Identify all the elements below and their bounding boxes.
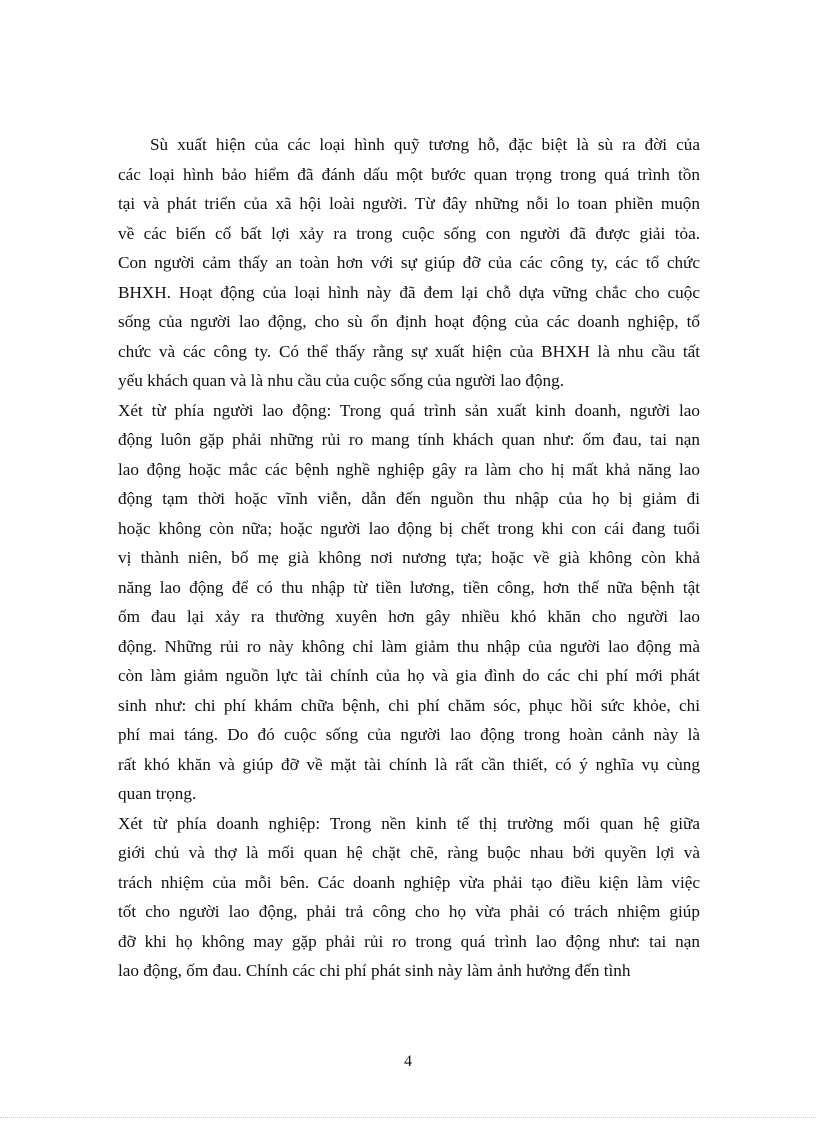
paragraph-line: Con người cảm thấy an toàn hơn với sự giúp đỡ của các công ty, các tổ chức <box>118 253 700 272</box>
page-number: 4 <box>404 1053 412 1070</box>
paragraph-line: giới chủ và thợ là mối quan hệ chặt chẽ, ràng buộc nhau bởi quyền lợi và <box>118 843 700 862</box>
paragraph-line: ốm đau lại xảy ra thường xuyên hơn gây nhiều khó khăn cho người lao <box>118 607 700 626</box>
paragraph-line: vị thành niên, bố mẹ già không nơi nương tựa; hoặc về già không còn khả <box>118 548 700 567</box>
body-text <box>118 130 700 986</box>
paragraph-line: rất khó khăn và giúp đỡ về mặt tài chính là rất cần thiết, có ý nghĩa vụ cùng <box>118 754 700 774</box>
paragraph-line: các loại hình bảo hiểm đã đánh dấu một bước quan trọng trong quá trình tồn <box>118 164 700 184</box>
page-bottom-border <box>0 1117 816 1118</box>
paragraph-line: hoặc không còn nữa; hoặc người lao động bị chết trong khi con cái đang tuổi <box>118 518 700 538</box>
paragraph-line: động tạm thời hoặc vĩnh viễn, dẫn đến nguồn thu nhập của họ bị giảm đi <box>118 489 700 508</box>
paragraph-line: quan trọng. <box>118 784 197 803</box>
paragraph-3 <box>118 809 700 986</box>
paragraph-line: năng lao động để có thu nhập từ tiền lương, tiền công, hơn thế nữa bệnh tật <box>118 577 700 597</box>
paragraph-line: Xét từ phía doanh nghiệp: Trong nền kinh tế thị trường mối quan hệ giữa <box>118 813 700 833</box>
paragraph-line: Sù xuất hiện của các loại hình quỹ tương hỗ, đặc biệt là sù ra đời của <box>150 135 700 154</box>
paragraph-line: về các biến cố bất lợi xảy ra trong cuộc sống con người đã được giải tỏa. <box>118 223 700 243</box>
paragraph-line: đỡ khi họ không may gặp phải rủi ro trong quá trình lao động như: tai nạn <box>118 931 700 951</box>
paragraph-line: sống của người lao động, cho sù ổn định hoạt động của các doanh nghiệp, tổ <box>118 312 700 331</box>
paragraph-line: yếu khách quan và là nhu cầu của cuộc sống của người lao động. <box>118 371 565 390</box>
paragraph-line: lao động hoặc mắc các bệnh nghề nghiệp gây ra làm cho hị mất khả năng lao <box>118 459 700 479</box>
paragraph-2 <box>118 396 700 809</box>
paragraph-line: lao động, ốm đau. Chính các chi phí phát sinh này làm ảnh hưởng đến tình <box>118 961 631 980</box>
paragraph-line: sinh như: chi phí khám chữa bệnh, chi phí chăm sóc, phục hồi sức khỏe, chi <box>118 695 700 715</box>
paragraph-line: động. Những rủi ro này không chỉ làm giảm thu nhập của người lao động mà <box>118 636 700 656</box>
paragraph-line: BHXH. Hoạt động của loại hình này đã đem lại chỗ dựa vững chắc cho cuộc <box>118 282 700 302</box>
paragraph-line: động luôn gặp phải những rủi ro mang tính khách quan như: ốm đau, tai nạn <box>118 430 700 449</box>
paragraph-line: chức và các công ty. Có thể thấy rằng sự xuất hiện của BHXH là nhu cầu tất <box>118 341 700 361</box>
paragraph-line: trách nhiệm của mỗi bên. Các doanh nghiệp vừa phải tạo điều kiện làm việc <box>118 872 700 892</box>
paragraph-line: còn làm giảm nguồn lực tài chính của họ và gia đình do các chi phí mới phát <box>118 666 700 685</box>
paragraph-line: tốt cho người lao động, phải trả công cho họ vừa phải có trách nhiệm giúp <box>118 902 700 921</box>
paragraph-line: Xét từ phía người lao động: Trong quá trình sản xuất kinh doanh, người lao <box>118 400 700 420</box>
paragraph-line: tại và phát triển của xã hội loài người. Từ đây những nỗi lo toan phiền muộn <box>118 194 700 213</box>
paragraph-1 <box>118 130 700 396</box>
paragraph-line: phí mai táng. Do đó cuộc sống của người lao động trong hoàn cảnh này là <box>118 725 700 744</box>
